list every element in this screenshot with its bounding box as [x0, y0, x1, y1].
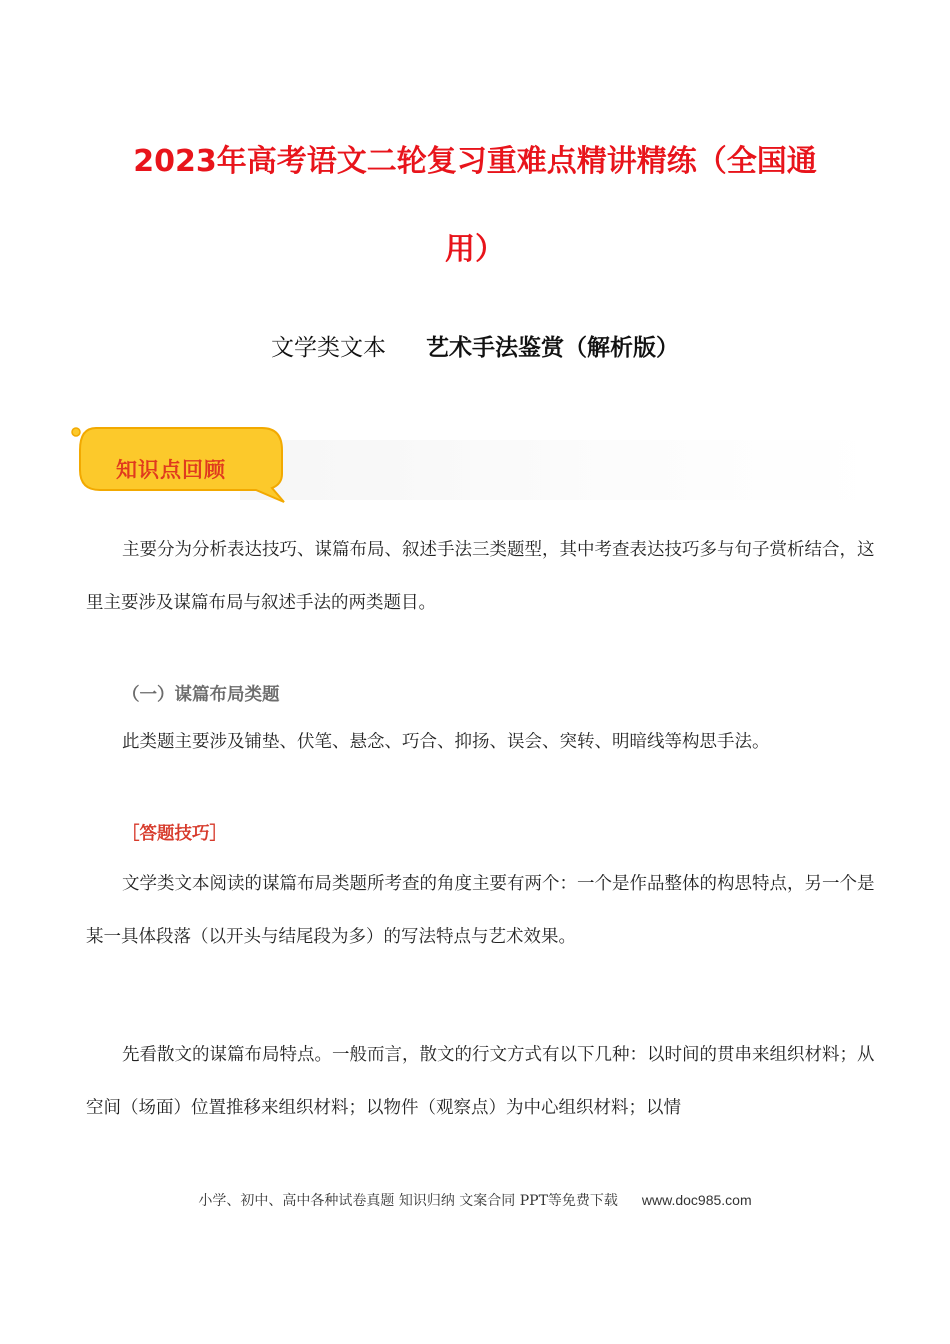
knowledge-review-badge	[66, 424, 296, 504]
document-title-line-1: 2023年高考语文二轮复习重难点精讲精练（全国通	[133, 144, 817, 179]
section-description: 此类题主要涉及铺垫、伏笔、悬念、巧合、抑扬、误会、突转、明暗线等构思手法。	[122, 732, 770, 752]
prose-structure-paragraph: 先看散文的谋篇布局特点。一般而言，散文的行文方式有以下几种：以时间的贯串来组织材料；从空间（场面）位置推移来组织材料；以物件（观察点）为中心组织材料；以情	[86, 1045, 875, 1118]
footer-text: 小学、初中、高中各种试卷真题 知识归纳 文案合同 PPT等免费下载	[198, 1193, 618, 1209]
document-subtitle	[0, 333, 950, 363]
section-heading: （一）谋篇布局类题	[122, 685, 280, 705]
document-title-line-2: 用）	[445, 232, 505, 267]
badge-label: 知识点回顾	[116, 458, 226, 482]
footer-url[interactable]: www.doc985.com	[641, 1192, 752, 1208]
page-footer	[0, 1190, 950, 1210]
subtitle-category: 文学类文本	[271, 335, 386, 361]
intro-paragraph: 主要分为分析表达技巧、谋篇布局、叙述手法三类题型，其中考查表达技巧多与句子赏析结合，这里主要涉及谋篇布局与叙述手法的两类题目。	[86, 540, 875, 613]
tips-paragraph: 文学类文本阅读的谋篇布局类题所考查的角度主要有两个：一个是作品整体的构思特点，另一个是某一具体段落（以开头与结尾段为多）的写法特点与艺术效果。	[86, 874, 875, 947]
answer-tips-heading: ［答题技巧］	[122, 824, 227, 844]
badge-banner-shadow	[240, 440, 880, 500]
subtitle-topic: 艺术手法鉴赏（解析版）	[426, 335, 679, 361]
